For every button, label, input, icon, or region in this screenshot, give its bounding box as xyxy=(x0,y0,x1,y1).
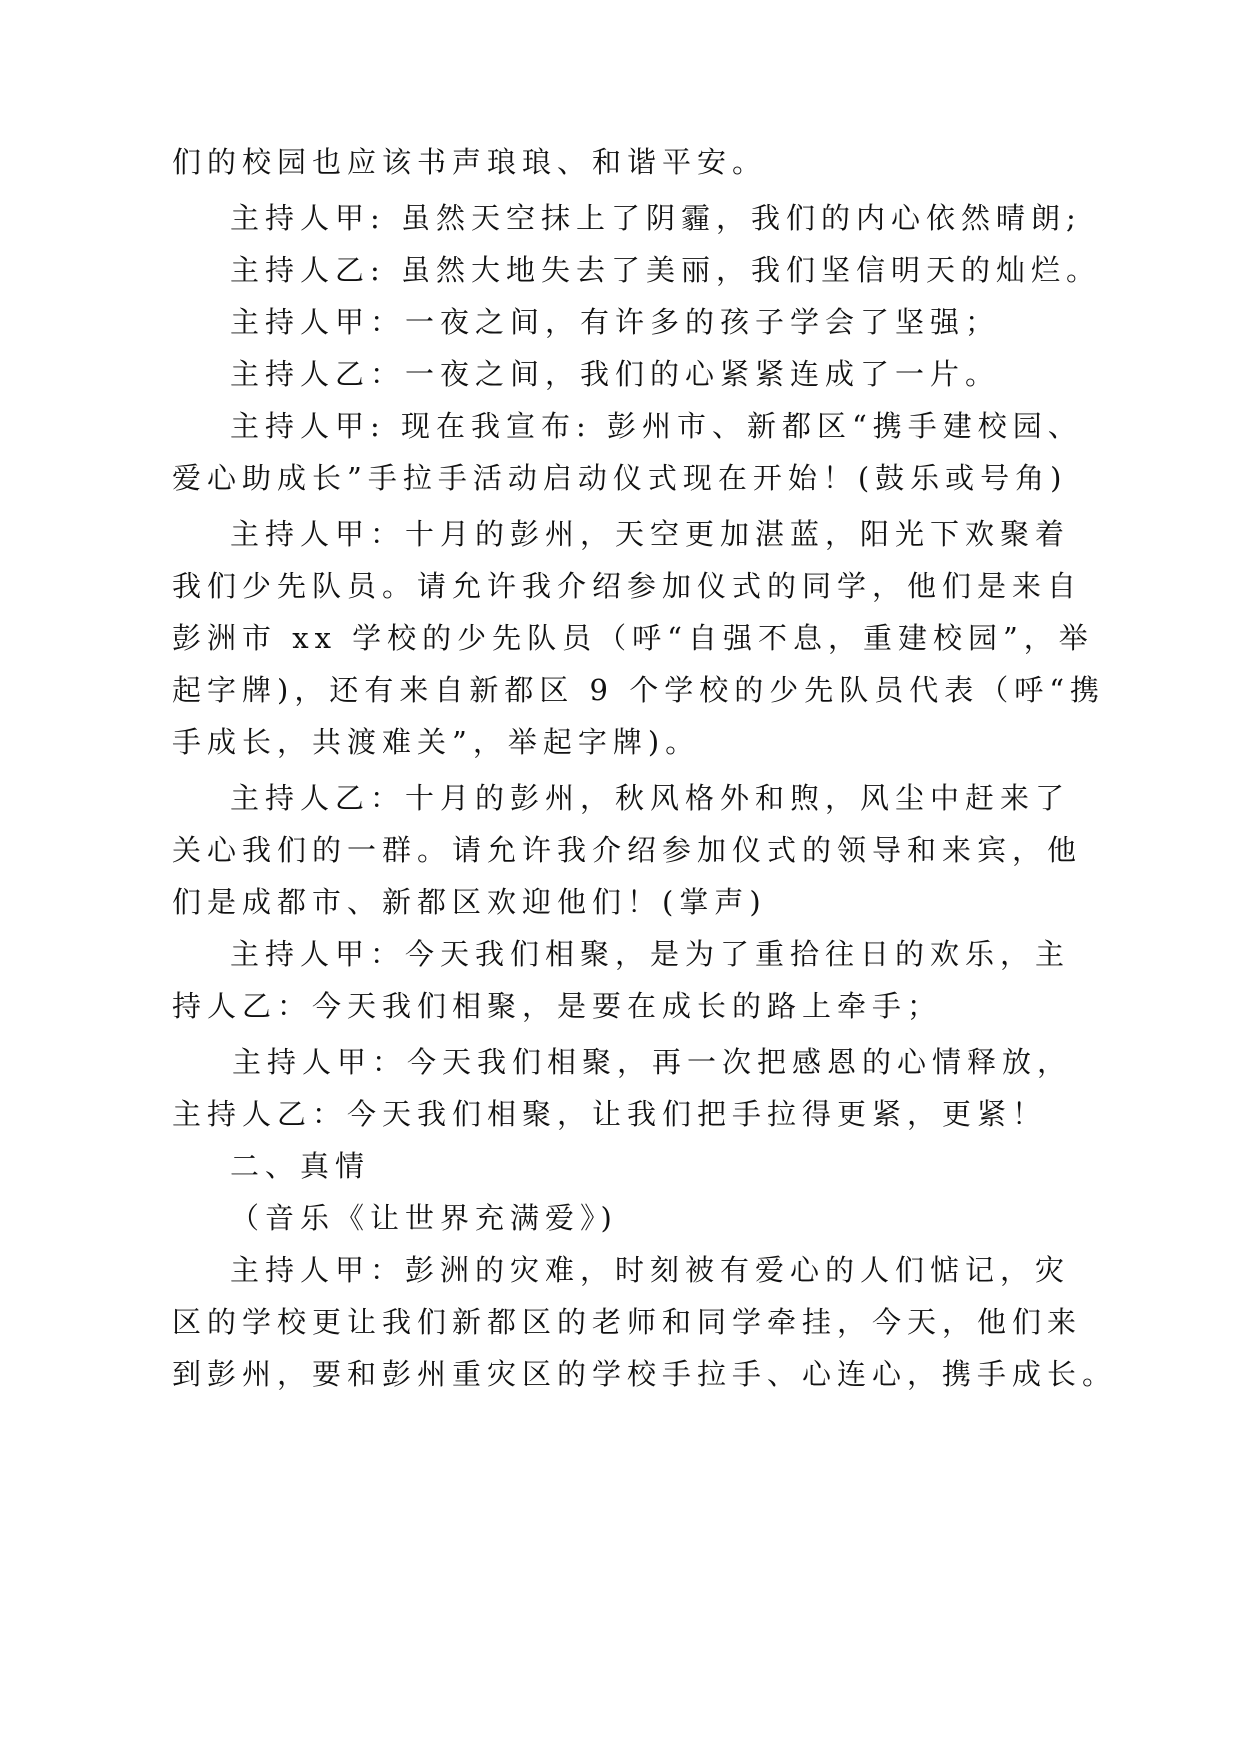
text-line: 彭洲市 xx 学校的少先队员（呼“自强不息，重建校园”，举 xyxy=(172,621,1094,655)
text-line: 主持人乙：今天我们相聚，让我们把手拉得更紧，更紧！ xyxy=(172,1097,1048,1131)
text-line: 们是成都市、新都区欢迎他们！(掌声) xyxy=(172,885,767,919)
text-line: 主持人甲: 虽然天空抹上了阴霾，我们的内心依然晴朗; xyxy=(230,201,1082,235)
text-line: 主持人乙：十月的彭州，秋风格外和煦，风尘中赶来了 xyxy=(230,781,1071,815)
text-line: 到彭州，要和彭州重灾区的学校手拉手、心连心，携手成长。 xyxy=(172,1357,1118,1391)
text-line: 主持人甲：今天我们相聚，是为了重拾往日的欢乐，主 xyxy=(230,937,1071,971)
text-line: 主持人甲: 现在我宣布: 彭州市、新都区“携手建校园、 xyxy=(230,409,1083,443)
text-line: 们的校园也应该书声琅琅、和谐平安。 xyxy=(172,145,768,179)
text-line: 持人乙：今天我们相聚，是要在成长的路上牵手； xyxy=(172,989,943,1023)
text-line: 主持人甲：十月的彭州，天空更加湛蓝，阳光下欢聚着 xyxy=(230,517,1071,551)
text-line: 主持人乙: 虽然大地失去了美丽，我们坚信明天的灿烂。 xyxy=(230,253,1101,287)
text-line: 主持人甲：一夜之间，有许多的孩子学会了坚强； xyxy=(230,305,1001,339)
text-line: 起字牌)，还有来自新都区 9 个学校的少先队员代表（呼“携 xyxy=(172,673,1106,707)
text-line: 主持人甲：今天我们相聚，再一次把感恩的心情释放， xyxy=(232,1045,1073,1079)
text-line: 主持人甲：彭洲的灾难，时刻被有爱心的人们惦记，灾 xyxy=(230,1253,1071,1287)
text-line: 手成长，共渡难关”，举起字牌)。 xyxy=(172,725,701,759)
text-line: 主持人乙：一夜之间，我们的心紧紧连成了一片。 xyxy=(230,357,1001,391)
text-line: 关心我们的一群。请允许我介绍参加仪式的领导和来宾，他 xyxy=(172,833,1083,867)
section-heading: 二、真情 xyxy=(230,1149,371,1183)
text-line: 区的学校更让我们新都区的老师和同学牵挂，今天，他们来 xyxy=(172,1305,1083,1339)
text-line: 我们少先队员。请允许我介绍参加仪式的同学，他们是来自 xyxy=(172,569,1083,603)
text-line: （音乐《让世界充满爱》) xyxy=(230,1201,618,1235)
text-line: 爱心助成长”手拉手活动启动仪式现在开始！(鼓乐或号角) xyxy=(172,461,1068,495)
